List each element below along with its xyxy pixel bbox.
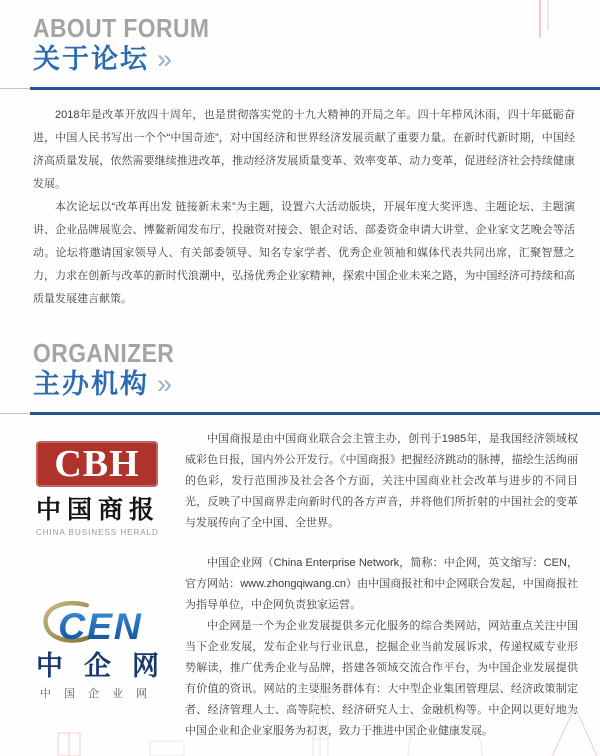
cen-logo: [33, 599, 185, 742]
cen-logo-abbr: CEN: [58, 605, 143, 648]
cen-intro-paragraph: 中国企业网（China Enterprise Network，简称：中企网，英文缩写：CEN，官方网站：www.zhongqiwang.cn）由中国商报社和中企网联合发起，中国商报社为指导单位，中企网负责独家运营。: [185, 557, 578, 611]
double-chevron-icon: »: [157, 44, 173, 74]
section-divider: [0, 412, 600, 415]
cen-services-paragraph: 中企网是一个为企业发展提供多元化服务的综合类网站，网站重点关注中国当下企业发展，发布企业与行业讯息，挖掘企业当前发展诉求，传递权威专业形势解读，推广优秀企业与品牌，搭建各领域交流合作平台，为中国企业发展提供有价值的资讯。网站的主要服务群体有：大中型企业集团管理层、经济政策制定者、经济管理人士、高等院校、经济研究人士、金融机构等。中企网以更好地为中国企业和企业家服务为初衷，致力于推进中国企业健康发展。: [185, 620, 578, 737]
organizer-header: [0, 325, 600, 400]
about-forum-body: [33, 104, 575, 311]
about-forum-title-en: ABOUT FORUM: [33, 13, 210, 43]
cbh-logo-cn-name: 中国商报: [36, 497, 161, 524]
cen-logo-cn-name: 中企网: [36, 651, 180, 681]
organizer-cbh-row: [33, 429, 578, 537]
cbh-description: [185, 429, 578, 537]
organizer-cen-row: [33, 553, 578, 742]
divider-gray-segment: [0, 413, 30, 414]
divider-blue-segment: [30, 412, 600, 415]
organizer-title-en: ORGANIZER: [33, 338, 175, 368]
cbh-paragraph: 中国商报是由中国商业联合会主管主办，创刊于1985年，是我国经济领域权威彩色日报，国内外公开发行。《中国商报》把握经济跳动的脉搏，描绘生活绚丽的色彩，发行范围涉及社会各个方面，关注中国商业社会改革与进步的不同目光，反映了中国商界走向新时代的各方声音，并将他们所折射的中国社会的变革与发展传向了全中国、全世界。: [185, 433, 578, 529]
forum-intro-paragraph: 2018年是改革开放四十周年，也是贯彻落实党的十九大精神的开局之年。四十年栉风沐雨，四十年砥砺奋进，中国人民书写出一个个“中国奇迹”，对中国经济和世界经济发展贡献了重要力量。在新时代新时期，中国经济高质量发展，依然需要继续推进改革，推动经济发展质量变革、效率变革、动力变革，促进经济社会持续健康发展。: [33, 109, 575, 190]
about-forum-header: [0, 0, 600, 75]
organizer-section: [0, 325, 600, 742]
cbh-logo-mark: CBH: [36, 441, 158, 487]
cbh-logo: [33, 441, 185, 537]
divider-gray-segment: [0, 88, 30, 89]
cen-logo-mark: [36, 599, 166, 649]
about-forum-title-zh: 关于论坛: [33, 44, 149, 74]
cbh-logo-en-name: CHINA BUSINESS HERALD: [36, 528, 159, 537]
double-chevron-icon: »: [157, 369, 173, 399]
forum-theme-paragraph: 本次论坛以“改革再出发 链接新未来”为主题，设置六大活动版块，开展年度大奖评选、主题论坛、主题演讲、企业品牌展览会、博鳌新闻发布厅、投融资对接会、银企对话、部委资金申请大讲堂、企业家文艺晚会等活动。论坛将邀请国家领导人、有关部委领导、知名专家学者、优秀企业领袖和媒体代表共同出席，汇聚智慧之力，力求在创新与改革的新时代浪潮中，弘扬优秀企业家精神，探索中国企业未来之路，为中国经济可持续和高质量发展建言献策。: [33, 201, 575, 305]
cen-logo-sub-name: 中国企业网: [40, 688, 160, 700]
cen-description: [185, 553, 578, 742]
organizer-title-zh: 主办机构: [33, 369, 149, 399]
section-divider: [0, 87, 600, 90]
about-forum-section: [0, 0, 600, 311]
divider-blue-segment: [30, 87, 600, 90]
